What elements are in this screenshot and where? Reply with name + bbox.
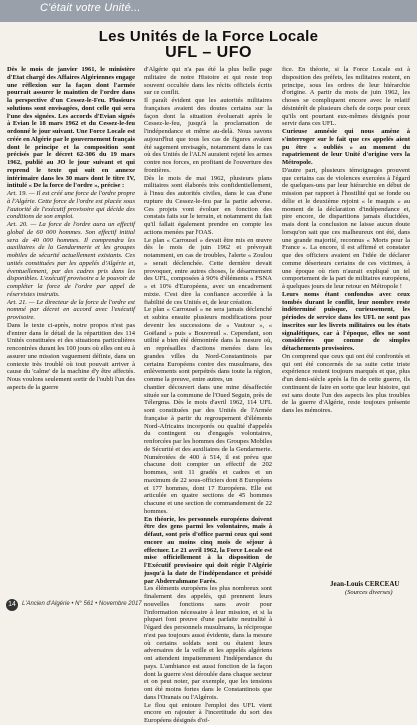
paragraph: Curieuse amnésie qui nous amène à s'interroger sur le fait que ces appelés aient pu être « oubliés » au moment du rapatriement de leur Unité d'origine vers la Métropole. bbox=[282, 128, 410, 166]
paragraph: Art. 21. — Le directeur de la force de l'ordre est nommé par décret en accord avec l'exécutif provisoire. bbox=[7, 298, 135, 321]
publication-info: L'Ancien d'Algérie • N° 561 • Novembre 2017 bbox=[22, 601, 142, 607]
paragraph: Dès le mois de janvier 1961, le ministère d'Etat chargé des Affaires Algériennes engage une réflexion sur la façon dont l'armée pourrait assurer le maintien de l'ordre dans la perspective d'un Cessez-le-Feu. Plusieurs solutions sont envisagées, dont celle qui sera l'une des signées. Les accords d'Evian signés à Evian le 18 mars 1962 et du Cessez-le-feu ordonné le jour suivant. Une Force Locale est créée en Algérie par le gouvernement français dont le principe et la composition sont précisés par le décret 62-306 du 19 mars 1962, publié au JO le jour suivant et qui reprend le texte qui suit en annexe intérimaire dans les 30 mars dont le titre IV, intitulé « De la force de l'ordre », précise : bbox=[7, 66, 135, 190]
paragraph: On comprend que ceux qui ont été confrontés et qui ont été concernés de sa suite cette triste expérience restent toujours marqués et que, plus d'un demi-siècle après la fin de cette guerre, ils continuent de faire en sorte que leur histoire, qui est sans doute l'un des aspects les plus troubles de la guerre d'Algérie, reste toujours présente dans les mémoires. bbox=[282, 352, 410, 414]
article-subtitle: UFL – UFO bbox=[165, 44, 252, 61]
paragraph: Le plan « Carrousel » devait être mis en œuvre dès le mois de juin 1962 et prévoyait notamment, en cas de troubles, l'alerte « Zoulou » serait déclenchée. Cette dernière devait provoquer, entre autres choses, le désarmement des UFL, composées à 90% d'éléments « FSNA » et 10% d'Européens, avec un encadrement mixte. C'est dire la confiance accordée à la fiabilité de ces Unités et, de leur création. bbox=[144, 236, 272, 306]
page-number: 14 bbox=[6, 599, 18, 611]
paragraph: d'Algérie qui n'a pas été la plus belle page militaire de notre Histoire et qui reste trop souvent occultée dans les récits officiels écrits sur ce conflit. bbox=[144, 66, 272, 97]
paragraph: Dans le texte ci-après, notre propos n'est pas d'entrer dans le détail de la répartition des 114 Unités constituées et des situations particulières rencontrées durant les 100 jours où elles ont eu à assurer une mission vaguement définie, dans un contexte très troublé où tout pouvait arriver à cause du 'calme' de la machine d'y être affectés. Nous voulons seulement sortir de l'oubli l'un des aspects de la guerre bbox=[7, 321, 135, 391]
page-footer bbox=[0, 599, 417, 613]
paragraph: En théorie, les personnels européens doivent être des gens parmi les volontaires, mais à défaut, sont pris d'office parmi ceux qui sont encore au moins cinq mois de séjour à effectuer. Le 21 avril 1962, la Force Locale est mise officiellement à la disposition de l'Exécutif provisoire qui doit régir l'Algérie jusqu'à la date de l'indépendance et présidé par Abderrahmane Farès. bbox=[144, 515, 272, 585]
paragraph: Dès le mois de mai 1962, plusieurs plans militaires sont élaborés très confidentiellement, à l'insu des autorités civiles, dans le cas d'une rupture du Cessez-le-feu par la partie adverse. Ces projets vont évoluer en fonction des constats faits sur le terrain, et notamment du fait qu'il fallait également prendre en compte les actions menées par l'OAS. bbox=[144, 174, 272, 236]
paragraph: fice. En théorie, si la Force Locale est à disposition des préfets, les militaires restent, en principe, sous les ordres de leur hiérarchie d'origine. A partir du mois de juin 1962, les choses se compliquent encore avec le relatif désintérêt de plusieurs chefs de corps pour ceux qu'ils ont pourtant eux-mêmes désignés pour servir dans ces UFL. bbox=[282, 66, 410, 128]
paragraph: Le plan « Carrousel » ne sera jamais déclenché et subira ensuite plusieurs modifications pour devenir les successions de « Vautour », « Goëland » puis « Bouvreuil ». Cependant, son utilité a bien été démontrée dans la mesure où, en représailles d'actions menées dans les grandes villes du Nord-Constantinois par certains Européens contre des musulmans, des enlèvements sont perpétrés dans toute la région, comme la preuve, entre autres, un bbox=[144, 306, 272, 383]
banner-label: C'était votre Unité... bbox=[40, 2, 141, 14]
paragraph: Il paraît évident que les autorités militaires françaises avaient des doutes certains sur la façon dont la situation évoluerait après le Cessez-le-feu, jusqu'à la proclamation de l'indépendance et même au-delà. Nous savons aujourd'hui que tous les cas de figures avaient été sagement envisagés, notamment dans le cas où des Unités de l'ALN auraient rejeté les armes contre nos forces, en profitant de l'ouverture des frontières. bbox=[144, 97, 272, 174]
article-column-3 bbox=[282, 66, 410, 576]
sources-note: (Sources diverses) bbox=[345, 589, 393, 596]
article-column-1 bbox=[7, 66, 135, 576]
paragraph: chantier découvert dans une mine désaffectée située sur la commune de l'Oued Seguin, près de Télergma. Dès le mois d'avril 1962, 114 UFL sont constituées par des Unités de l'Armée française à partir du regroupement d'éléments Nord-Africains incorporés ou qualité d'appelés du contingent ou d'engagés volontaires, renforcées par les hommes des Groupes Mobiles de Sécurité et des auxiliaires de la Gendarmerie. Numérotées de 400 à 514, il est prévu que chacune doit compter un effectif de 202 hommes, soit 11 gradés et cadres et un maximum de 22 sous-officiers dont 8 Européens et 177 hommes, dont 17 Européens. Elle est articulée en quatre sections de 45 hommes chacune et une section de commandement de 22 hommes. bbox=[144, 383, 272, 515]
section-banner bbox=[0, 0, 417, 22]
author-signature: Jean-Louis CERCEAU bbox=[330, 580, 400, 588]
paragraph: Leurs noms étant confondus avec ceux tombés durant le conflit, leur nombre reste indéterminé puisque, curieusement, les périodes de service dans les UFL ne sont pas inscrites sur les livrets militaires ou les états signalétiques, car à l'époque, elles ne sont considérées que comme de simples détachements provisoires. bbox=[282, 290, 410, 352]
paragraph: Art. 20. — La force de l'ordre aura un effectif global de 60 000 hommes. Son effectif initial sera de 40 000 hommes. Il comprendra les auxiliaires de la Gendarmerie et les groupes mobiles de sécurité actuellement existants. Ces unités constituées par les appelés d'Algérie et, éventuellement, par des cadres pris dans les disponibles. L'exécutif provisoire a le pouvoir de compléter la force de l'ordre par appel de réservistes instruits. bbox=[7, 221, 135, 298]
paragraph: Le flou qui entoure l'emploi des UFL vient encore en rajouter à l'incertitude du sort des Européens désignés d'of- bbox=[144, 701, 272, 724]
paragraph: Art. 19. — Il est créé une force de l'ordre propre à l'Algérie. Cette force de l'ordre est placée sous l'autorité de l'exécutif provisoire qui décide des conditions de son emploi. bbox=[7, 190, 135, 221]
paragraph: Les éléments européens les plus nombreux sont finalement des appelés, qui prennent leurs nouvelles fonctions sans avoir pour l'information nécessaire à leur mission, et si la plupart font preuve d'une parfaite neutralité à l'égard des personnels musulmans, la réciproque n'est pas toujours aussi évidente, dans la mesure où certains soldats sont ou étaient leurs adversaires de la veille et les appelés algériens ont attendent impatiemment l'indépendance du pays. L'ambiance est aussi fonction de la façon dont la guerre s'est déroulée dans chaque secteur et on peut noter, par exemple, que les tensions ont été moins fortes dans le Constantinois que dans l'Oranais ou l'Algérois. bbox=[144, 585, 272, 701]
article-title: Les Unités de la Force Locale bbox=[98, 28, 319, 45]
article-column-2 bbox=[144, 66, 272, 724]
paragraph: D'autre part, plusieurs témoignages prouvent que certains cas de violences exercées à l'égard de quelques-uns par leur hiérarchie en début de mission par rapport à l'hostilité qui se fonde ou délie et le deuxième rejoint « le maquis » au moment de la déclaration d'indépendance et, pire encore, de disparitions jamais élucidées, mais dont la conclusion ne laisse aucun doute lorsqu'on sait que ces malheureux ont été, dans une grande majorité, reconnus « Morts pour la France ». La encore, il est affirmé et constater que des officiers avaient en l'idée de déclarer comme déserteurs certains de ces victimes, à une époque où rien n'aurait expliqué un tel comportement de la part de militaires européens, à quelques jours de leur retour en Métropole ! bbox=[282, 166, 410, 290]
